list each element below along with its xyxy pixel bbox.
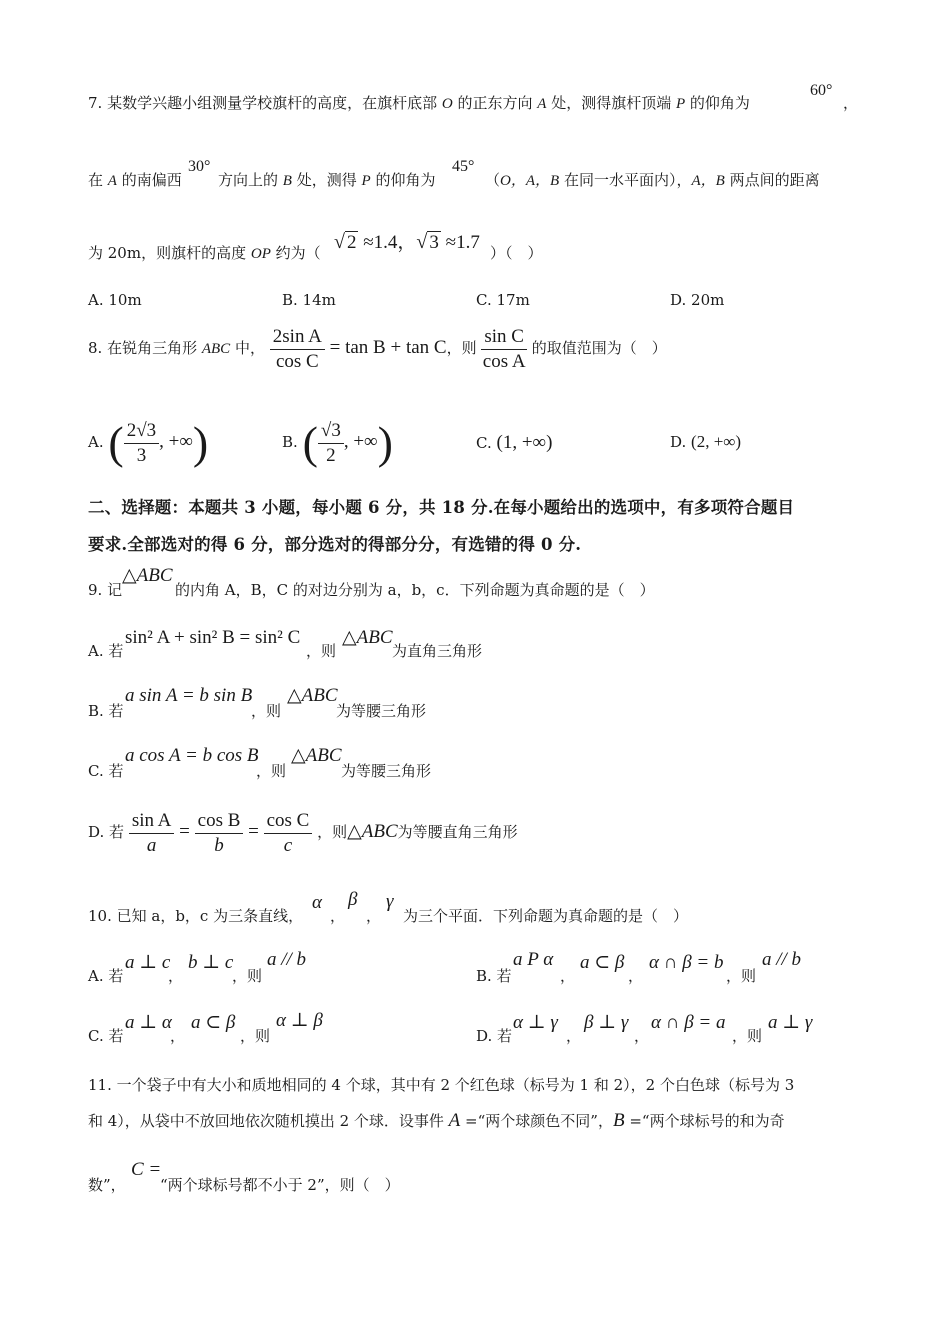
cond: a ⊂ β — [580, 952, 625, 973]
numerator: sin C — [481, 325, 527, 350]
q9-b-post: 为等腰三角形 — [336, 702, 427, 720]
alpha-symbol: α — [312, 892, 322, 913]
q7-option-d: D. 20m — [670, 291, 725, 309]
cond: α ∩ β = a — [651, 1012, 726, 1033]
text: =“两个球颜色不同”， — [460, 1112, 613, 1130]
triangle: △ABC — [122, 565, 173, 586]
comma: ， — [330, 907, 346, 925]
comma: ， — [366, 907, 382, 925]
var-B: B — [282, 173, 292, 189]
q7-line3-end: ）（ ） — [490, 244, 543, 262]
section-2-heading-line2: 要求.全部选对的得 6 分，部分选对的得部分分，有选错的得 0 分. — [88, 535, 582, 554]
cond: a ⊥ c — [125, 952, 171, 973]
then: ，则 — [240, 1027, 271, 1045]
comma: ， — [560, 967, 576, 985]
text: 两点间的距离 — [724, 171, 820, 189]
label: C. — [476, 434, 492, 452]
angle-60: 60° — [810, 82, 833, 99]
radicand: 3 — [429, 232, 439, 253]
q9-c-then: ，则 — [256, 762, 287, 780]
fraction — [318, 419, 344, 468]
event-C: C = — [131, 1159, 162, 1180]
sqrt-expr — [334, 232, 480, 253]
fraction — [195, 809, 244, 858]
section-2-heading-line1: 二、选择题：本题共 3 小题，每小题 6 分，共 18 分.在每小题给出的选项中，有多项符合题目 — [88, 498, 795, 517]
text: 在同一水平面内）， — [559, 171, 692, 189]
text: 处，测得 — [291, 171, 362, 189]
text: 方向上的 — [218, 171, 283, 189]
radicand: 2 — [346, 232, 357, 253]
text: 和 4），从袋中不放回地依次随机摸出 2 个球．设事件 — [88, 1112, 449, 1130]
q7-line1 — [88, 93, 750, 114]
label: A. 若 — [88, 642, 124, 660]
comma: ， — [170, 1027, 186, 1045]
var-O: O — [441, 96, 453, 112]
q9-c-expr: a cos A = b cos B — [125, 745, 259, 766]
q7-option-c: C. 17m — [476, 291, 530, 309]
q8-option-b — [282, 410, 393, 475]
var-P: P — [675, 96, 686, 112]
triangle: △ABC — [342, 627, 393, 648]
q8-option-a — [88, 410, 208, 475]
q9-a-then: ，则 — [306, 642, 337, 660]
beta-symbol: β — [348, 889, 358, 910]
triangle: △ABC — [287, 685, 338, 706]
label: C. 若 — [88, 762, 124, 780]
q8-line — [88, 320, 667, 377]
q10-option-c: C. 若 — [88, 1027, 124, 1045]
q9-option-a — [88, 641, 123, 661]
result: a // b — [267, 949, 307, 970]
cond: β ⊥ γ — [584, 1012, 629, 1033]
triangle: △ABC — [291, 745, 342, 766]
q7-line2-b — [218, 170, 435, 191]
paren-close: ) — [192, 417, 209, 468]
q11-line3-rest: “两个球标号都不小于 2”，则（ ） — [160, 1176, 400, 1194]
var-OP: OP — [250, 246, 271, 262]
text: 的南偏西 — [116, 171, 182, 189]
text: 为 20m，则旗杆的高度 — [88, 244, 251, 262]
cond: b ⊥ c — [188, 952, 234, 973]
text: ，则 — [317, 823, 348, 841]
q8-option-d — [670, 432, 741, 452]
text: ，则 — [446, 339, 477, 357]
q9-option-c — [88, 761, 123, 781]
q11-line1: 11. 一个袋子中有大小和质地相同的 4 个球，其中有 2 个红色球（标号为 1 和 2），2 个白色球（标号为 3 — [88, 1076, 795, 1094]
equation: = tan B + tan C — [324, 337, 447, 358]
q7-line1-end: ， — [843, 94, 859, 112]
comma: ， — [628, 967, 644, 985]
triangle-name: ABC — [201, 341, 231, 357]
text: 的正东方向 — [452, 94, 538, 112]
text: 7. 某数学兴趣小组测量学校旗杆的高度，在旗杆底部 — [88, 94, 442, 112]
approx: ≈1.4， — [358, 232, 417, 253]
q8-option-c — [476, 432, 552, 454]
q9-line — [88, 580, 122, 600]
approx: ≈1.7 — [440, 232, 480, 253]
q9-b-then: ，则 — [251, 702, 282, 720]
q11-line2 — [88, 1111, 785, 1131]
cond: a ⊂ β — [191, 1012, 236, 1033]
text: （ — [485, 171, 501, 189]
text: 8. 在锐角三角形 — [88, 339, 202, 357]
text: 为等腰直角三角形 — [397, 823, 518, 841]
comma: ， — [566, 1027, 582, 1045]
q7-option-b: B. 14m — [282, 291, 336, 309]
text: 的仰角为 — [685, 94, 750, 112]
cond: a P α — [513, 949, 554, 970]
points: A，B — [691, 173, 725, 189]
q9-option-d — [88, 806, 518, 858]
label: B. 若 — [88, 702, 124, 720]
label: D. 若 — [88, 823, 125, 841]
tail: , +∞ — [159, 431, 193, 452]
text: 的仰角为 — [370, 171, 436, 189]
cond: a ⊥ α — [125, 1012, 172, 1033]
event-B: B — [612, 1110, 625, 1131]
denominator: cos A — [482, 350, 526, 372]
interval: (2, +∞) — [691, 432, 742, 451]
comma: ， — [634, 1027, 650, 1045]
tail: , +∞ — [343, 431, 378, 452]
fraction — [124, 419, 159, 468]
result: a ⊥ γ — [768, 1012, 813, 1033]
result: α ⊥ β — [276, 1010, 323, 1031]
fraction — [129, 809, 175, 858]
comma: ， — [168, 967, 184, 985]
paren-open: ( — [302, 417, 318, 468]
q9-option-b — [88, 701, 124, 721]
q7-line2-c — [485, 170, 820, 191]
denominator: b — [214, 834, 224, 856]
q9-c-post: 为等腰三角形 — [341, 762, 432, 780]
var-A: A — [107, 173, 117, 189]
triangle: △ABC — [347, 821, 398, 842]
numerator: sin A — [129, 809, 175, 834]
q7-option-a: A. 10m — [88, 291, 142, 309]
angle-45: 45° — [452, 158, 475, 175]
q10-option-a: A. 若 — [88, 967, 124, 985]
points: O，A，B — [500, 173, 560, 189]
then: ，则 — [232, 967, 263, 985]
q11-line3: 数”， — [88, 1176, 126, 1194]
text: =“两个球标号的和为奇 — [624, 1112, 785, 1130]
sqrt-icon: √ — [416, 231, 428, 253]
q10-line-rest: 为三个平面．下列命题为真命题的是（ ） — [403, 907, 689, 925]
sqrt-icon: √ — [334, 231, 345, 253]
numerator: cos C — [264, 809, 313, 834]
q9-a-expr: sin² A + sin² B = sin² C — [125, 627, 301, 648]
q9-b-expr: a sin A = b sin B — [125, 685, 253, 706]
denominator: 3 — [136, 444, 147, 466]
numerator: √3 — [318, 419, 344, 444]
text: 处，测得旗杆顶端 — [546, 94, 676, 112]
then: ，则 — [726, 967, 757, 985]
q10-line: 10. 已知 a，b，c 为三条直线， — [88, 907, 304, 925]
var-A: A — [537, 96, 547, 112]
fraction — [481, 325, 527, 374]
denominator: cos C — [275, 350, 319, 372]
label: D. — [670, 433, 687, 451]
interval: (1, +∞) — [496, 432, 553, 453]
text: 约为（ — [270, 244, 321, 262]
text: 9. 记 — [88, 581, 123, 599]
then: ，则 — [732, 1027, 763, 1045]
fraction — [264, 809, 313, 858]
var-P: P — [361, 173, 371, 189]
q7-line2 — [88, 170, 182, 191]
paren-open: ( — [108, 417, 124, 468]
text: 的取值范围为（ ） — [526, 339, 667, 357]
q9-line-rest: 的内角 A，B，C 的对边分别为 a，b，c．下列命题为真命题的是（ ） — [175, 581, 655, 599]
numerator: cos B — [195, 809, 244, 834]
numerator: 2√3 — [124, 419, 159, 444]
event-A: A — [448, 1110, 461, 1131]
numerator: 2sin A — [270, 325, 325, 350]
angle-30: 30° — [188, 158, 211, 175]
text: 在 — [88, 171, 108, 189]
gamma-symbol: γ — [386, 891, 394, 912]
denominator: 2 — [326, 444, 336, 466]
equals: = — [174, 821, 195, 842]
equals: = — [243, 821, 264, 842]
denominator: a — [146, 834, 157, 856]
q10-option-b: B. 若 — [476, 967, 512, 985]
cond: α ⊥ γ — [513, 1012, 558, 1033]
q7-line3 — [88, 243, 321, 264]
label: B. — [282, 433, 298, 451]
result: a // b — [762, 949, 802, 970]
label: A. — [88, 433, 104, 451]
q9-a-post: 为直角三角形 — [392, 642, 483, 660]
denominator: c — [283, 834, 293, 856]
q10-option-d: D. 若 — [476, 1027, 513, 1045]
fraction — [270, 325, 325, 374]
text: 中， — [230, 339, 265, 357]
cond: α ∩ β = b — [649, 952, 724, 973]
paren-close: ) — [377, 417, 393, 468]
